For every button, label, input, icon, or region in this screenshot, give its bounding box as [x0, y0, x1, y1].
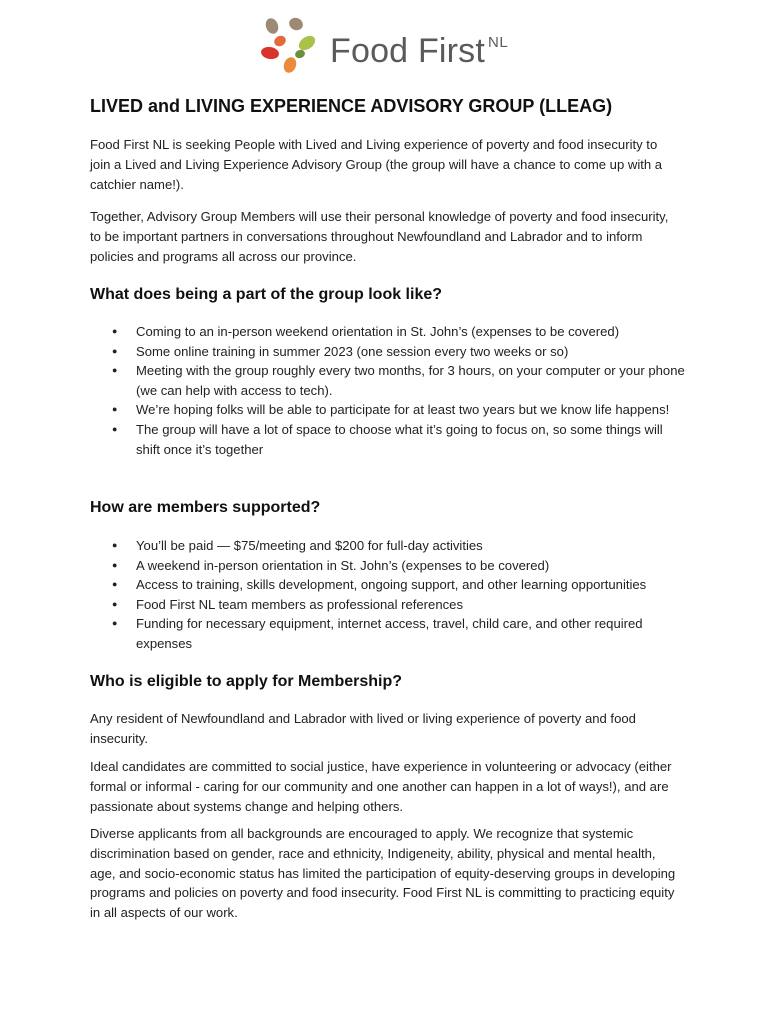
list-item: ● We’re hoping folks will be able to participate for at least two years but we know life happens! [90, 400, 690, 420]
intro-paragraph-2: Together, Advisory Group Members will use their personal knowledge of poverty and food insecurity, to be important partners in conversations throughout Newfoundland and Labrador and to inform policies and programs all across our province. [90, 209, 669, 264]
section-heading-support: How are members supported? [90, 499, 321, 516]
group-expectations-list [90, 322, 690, 459]
leaf-cluster-icon [258, 14, 328, 74]
eligibility-paragraph-2: Ideal candidates are committed to social justice, have experience in volunteering or advocacy (either formal or informal - caring for our community and one another can happen in a lot of ways!), and are passionate about systems change and helping others. [90, 759, 672, 814]
food-first-nl-logo [258, 14, 518, 74]
list-item: ● Some online training in summer 2023 (one session every two weeks or so) [90, 342, 690, 362]
document-title: LIVED and LIVING EXPERIENCE ADVISORY GROUP (LLEAG) [90, 96, 613, 116]
list-item: ● Food First NL team members as professional references [90, 595, 690, 615]
logo-wordmark: Food First $^{NL}$ [330, 32, 509, 70]
eligibility-paragraph-3: Diverse applicants from all backgrounds are encouraged to apply. We recognize that systemic discrimination based on gender, race and ethnicity, Indigeneity, ability, physical and mental health, age, and socio-economic status has limited the participation of equity-deserving groups in developing programs and policies on poverty and food insecurity. Food First NL is committing to practicing equity in all aspects of our work. [90, 826, 676, 921]
intro-paragraph-1: Food First NL is seeking People with Lived and Living experience of poverty and food insecurity to join a Lived and Living Experience Advisory Group (the group will have a chance to come up with a catchier name!). [90, 137, 663, 192]
list-item: ● You’ll be paid — $75/meeting and $200 for full-day activities [90, 536, 690, 556]
list-item: ● Funding for necessary equipment, internet access, travel, child care, and other required expenses [90, 614, 690, 653]
list-item: ● A weekend in-person orientation in St. John’s (expenses to be covered) [90, 556, 690, 576]
list-item: ● Coming to an in-person weekend orientation in St. John’s (expenses to be covered) [90, 322, 690, 342]
section-heading-group: What does being a part of the group look like? [90, 286, 443, 303]
member-support-list [90, 536, 690, 654]
section-heading-eligibility: Who is eligible to apply for Membership? [90, 673, 403, 690]
eligibility-paragraph-1: Any resident of Newfoundland and Labrador with lived or living experience of poverty and food insecurity. [90, 711, 636, 746]
list-item: ● Access to training, skills development, ongoing support, and other learning opportunities [90, 575, 690, 595]
list-item: ● Meeting with the group roughly every two months, for 3 hours, on your computer or your phone (we can help with access to tech). [90, 361, 690, 400]
list-item: ● The group will have a lot of space to choose what it’s going to focus on, so some things will shift once it’s together [90, 420, 690, 459]
